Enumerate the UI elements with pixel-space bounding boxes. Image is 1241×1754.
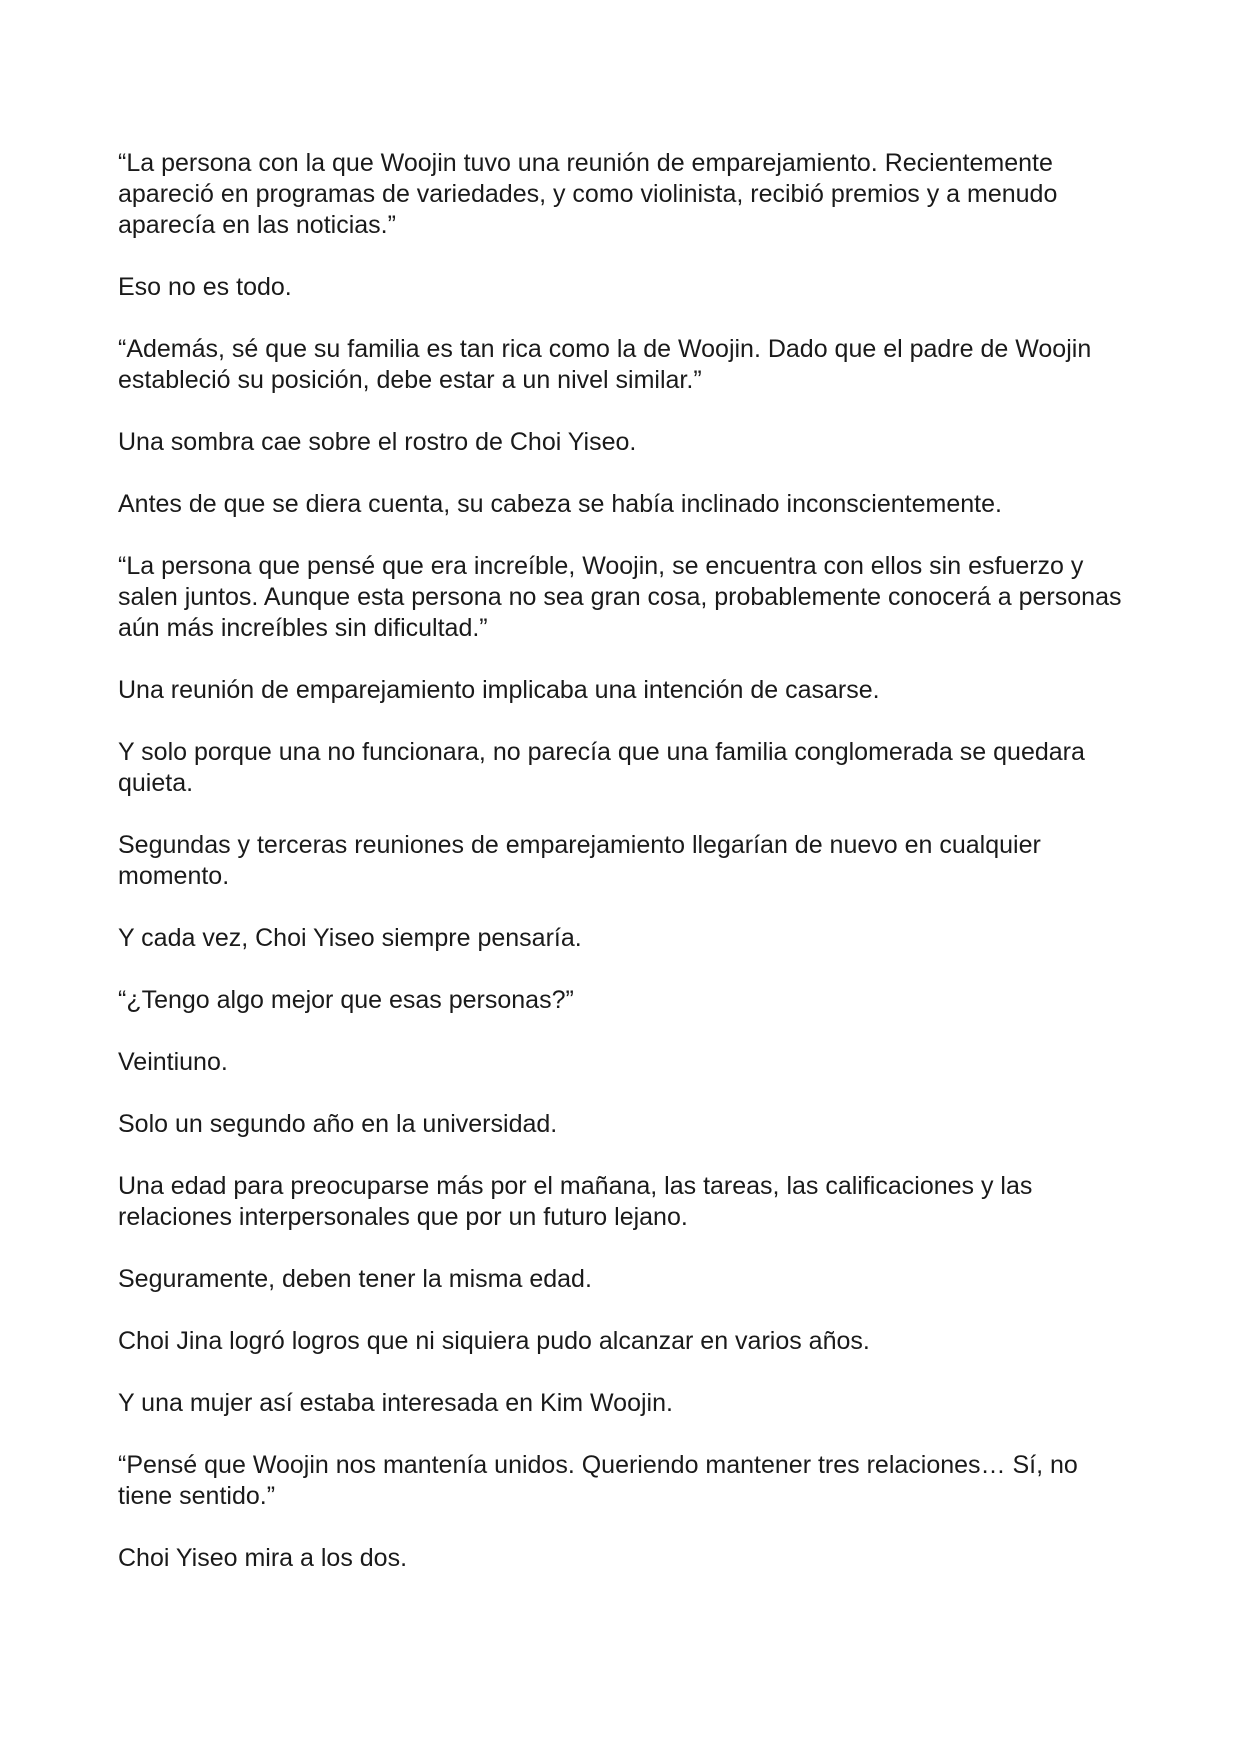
paragraph: Veintiuno.: [118, 1048, 228, 1076]
paragraph: “Pensé que Woojin nos mantenía unidos. Queriendo mantener tres relaciones… Sí, no tiene sentido.”: [118, 1451, 1078, 1510]
paragraph: “¿Tengo algo mejor que esas personas?”: [118, 986, 574, 1014]
paragraph: Segundas y terceras reuniones de emparejamiento llegarían de nuevo en cualquier momento.: [118, 831, 1041, 890]
paragraph: “La persona con la que Woojin tuvo una reunión de emparejamiento. Recientemente apareció en programas de variedades, y como violinista, recibió premios y a menudo aparecía en las noticias.”: [118, 149, 1058, 239]
paragraph: Seguramente, deben tener la misma edad.: [118, 1265, 592, 1293]
paragraph: “La persona que pensé que era increíble, Woojin, se encuentra con ellos sin esfuerzo y salen juntos. Aunque esta persona no sea gran cosa, probablemente conocerá a personas aún más increíbles sin dificultad.”: [118, 552, 1122, 642]
paragraph: Choi Yiseo mira a los dos.: [118, 1544, 408, 1572]
paragraph: Solo un segundo año en la universidad.: [118, 1110, 558, 1138]
paragraph: Y cada vez, Choi Yiseo siempre pensaría.: [118, 924, 582, 952]
paragraph: “Además, sé que su familia es tan rica como la de Woojin. Dado que el padre de Woojin estableció su posición, debe estar a un nivel similar.”: [118, 335, 1092, 394]
paragraph: Choi Jina logró logros que ni siquiera pudo alcanzar en varios años.: [118, 1327, 870, 1355]
paragraph: Una reunión de emparejamiento implicaba una intención de casarse.: [118, 676, 880, 704]
paragraph: Una sombra cae sobre el rostro de Choi Yiseo.: [118, 428, 637, 456]
paragraph: Y solo porque una no funcionara, no parecía que una familia conglomerada se quedara quieta.: [118, 738, 1085, 797]
paragraph: Eso no es todo.: [118, 273, 292, 301]
paragraph: Y una mujer así estaba interesada en Kim Woojin.: [118, 1389, 673, 1417]
paragraph: Antes de que se diera cuenta, su cabeza se había inclinado inconscientemente.: [118, 490, 1002, 518]
document-body: [118, 148, 1138, 1605]
paragraph: Una edad para preocuparse más por el mañana, las tareas, las calificaciones y las relaciones interpersonales que por un futuro lejano.: [118, 1172, 1033, 1231]
